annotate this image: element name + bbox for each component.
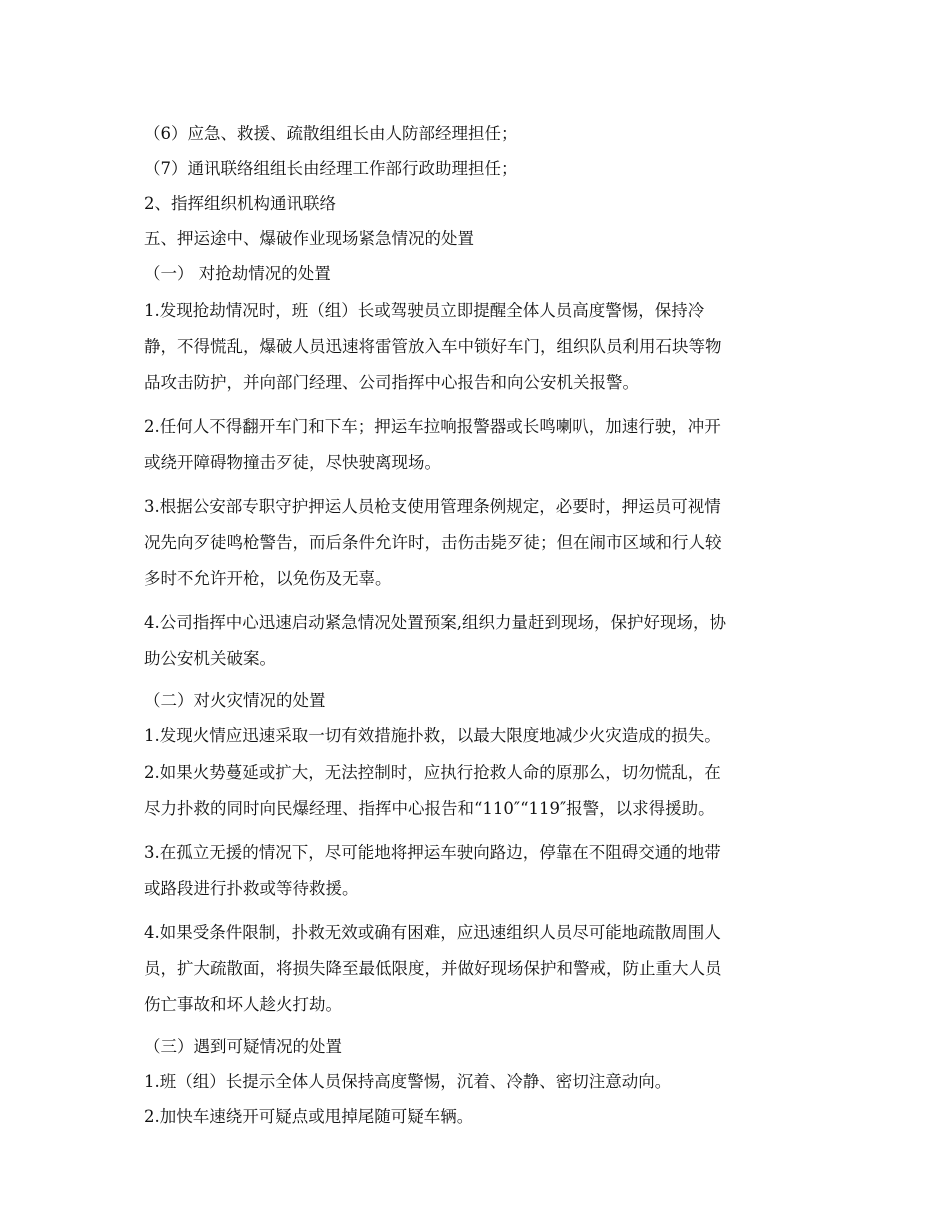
text-line: 1.发现火情应迅速采取一切有效措施扑救，以最大限度地减少火灾造成的损失。 [144, 726, 721, 745]
document-body [144, 118, 814, 1136]
paragraph [144, 1066, 814, 1098]
paragraph [144, 605, 814, 677]
text-line: 品攻击防护，并向部门经理、公司指挥中心报告和向公安机关报警。 [144, 373, 639, 392]
text-line: （二）对火灾情况的处置 [144, 691, 326, 710]
text-line: 3.根据公安部专职守护押运人员枪支使用管理条例规定，必要时，押运员可视情 [144, 497, 721, 516]
text-line: 2.加快车速绕开可疑点或甩掉尾随可疑车辆。 [144, 1107, 474, 1126]
paragraph [144, 1101, 814, 1133]
paragraph [144, 720, 814, 752]
paragraph [144, 835, 814, 907]
text-line: 尽力扑救的同时向民爆经理、指挥中心报告和“110″“119″报警，以求得援助。 [144, 799, 715, 818]
paragraph [144, 915, 814, 1023]
paragraph [144, 153, 814, 185]
text-line: 静，不得慌乱，爆破人员迅速将雷管放入车中锁好车门，组织队员利用石块等物 [144, 337, 722, 356]
text-line: 4.如果受条件限制，扑救无效或确有困难，应迅速组织人员尽可能地疏散周围人 [144, 923, 721, 942]
text-line: 伤亡事故和坏人趁火打劫。 [144, 995, 342, 1014]
text-line: 2.任何人不得翻开车门和下车；押运车拉响报警器或长鸣喇叭，加速行驶，冲开 [144, 417, 721, 436]
text-line: 员，扩大疏散面，将损失降至最低限度，并做好现场保护和警戒，防止重大人员 [144, 959, 722, 978]
text-line: （三）遇到可疑情况的处置 [144, 1037, 342, 1056]
paragraph [144, 1031, 814, 1063]
paragraph [144, 118, 814, 150]
paragraph [144, 755, 814, 827]
text-line: 3.在孤立无援的情况下，尽可能地将押运车驶向路边，停靠在不阻碍交通的地带 [144, 843, 721, 862]
text-line: 1.班（组）长提示全体人员保持高度警惕，沉着、冷静、密切注意动向。 [144, 1072, 672, 1091]
text-line: 多时不允许开枪，以免伤及无辜。 [144, 569, 392, 588]
text-line: 五、押运途中、爆破作业现场紧急情况的处置 [144, 229, 474, 248]
text-line: 助公安机关破案。 [144, 649, 276, 668]
text-line: 况先向歹徒鸣枪警告，而后条件允许时，击伤击毙歹徒；但在闹市区域和行人较 [144, 533, 722, 552]
text-line: 2、指挥组织机构通讯联络 [144, 194, 336, 213]
text-line: 4.公司指挥中心迅速启动紧急情况处置预案,组织力量赶到现场，保护好现场，协 [144, 613, 726, 632]
text-line: （7）通讯联络组组长由经理工作部行政助理担任； [144, 159, 518, 178]
text-line: （6）应急、救援、疏散组组长由人防部经理担任； [144, 124, 518, 143]
paragraph [144, 258, 814, 290]
paragraph [144, 223, 814, 255]
paragraph [144, 188, 814, 220]
text-line: 或绕开障碍物撞击歹徒，尽快驶离现场。 [144, 453, 441, 472]
text-line: 2.如果火势蔓延或扩大，无法控制时，应执行抢救人命的原那么，切勿慌乱，在 [144, 763, 721, 782]
text-line: 或路段进行扑救或等待救援。 [144, 879, 359, 898]
text-line: 1.发现抢劫情况时，班（组）长或驾驶员立即提醒全体人员高度警惕，保持冷 [144, 301, 705, 320]
paragraph [144, 409, 814, 481]
paragraph [144, 489, 814, 597]
paragraph [144, 293, 814, 401]
text-line: （一） 对抢劫情况的处置 [144, 264, 331, 283]
paragraph [144, 685, 814, 717]
